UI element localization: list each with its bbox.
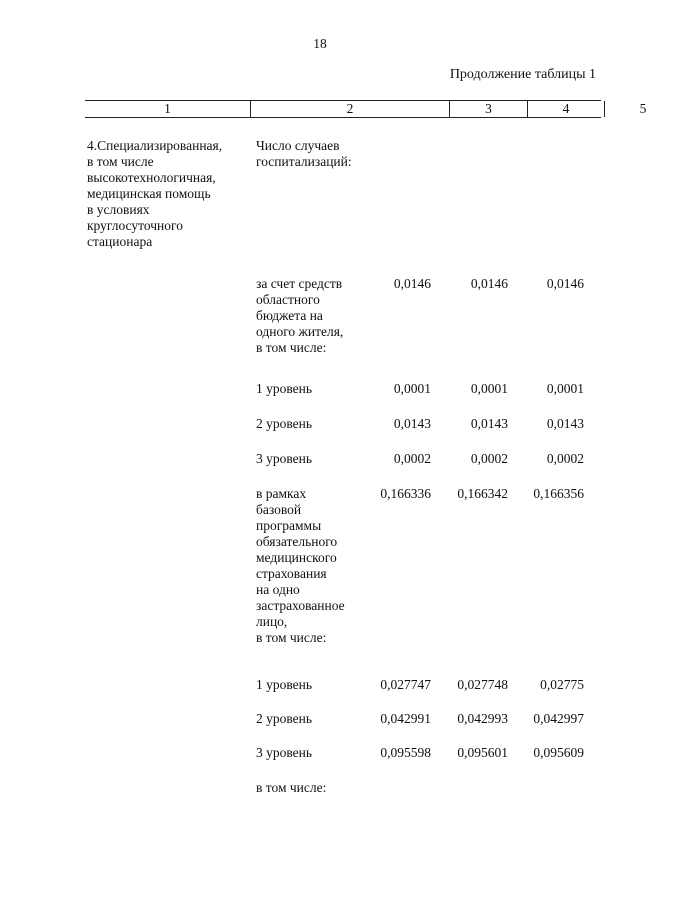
row-value-col3: 0,0001 (393, 381, 431, 396)
header-col-2: 2 (346, 101, 354, 116)
row-value-col4: 0,027748 (457, 677, 508, 692)
row-value-col3: 0,042991 (380, 711, 431, 726)
header-col-3: 3 (485, 101, 492, 116)
row-value-col4: 0,0143 (470, 416, 508, 431)
row-value-col4: 0,042993 (457, 711, 508, 726)
row-value-col3: 0,0143 (393, 416, 431, 431)
row-label: 3 уровень (256, 451, 313, 466)
row-value-col5: 0,0143 (546, 416, 584, 431)
row-label: 3 уровень (256, 745, 313, 760)
row-label: 1 уровень (256, 677, 313, 692)
row-value-col5: 0,0001 (546, 381, 584, 396)
row-label: 2 уровень (256, 711, 313, 726)
row-value-col3: 0,0002 (393, 451, 431, 466)
row-label: за счет средств областного бюджета на одного жителя, в том числе: (256, 276, 344, 355)
header-col-5: 5 (639, 101, 647, 116)
row-value-col4: 0,095601 (457, 745, 508, 760)
header-col-1: 1 (164, 101, 171, 116)
row-label: в том числе: (256, 780, 327, 795)
row-value-col4: 0,166342 (457, 486, 508, 501)
row-value-col3: 0,0146 (393, 276, 431, 291)
row-value-col3: 0,095598 (380, 745, 431, 760)
page-number: 18 (313, 36, 327, 51)
row-label: 1 уровень (256, 381, 313, 396)
table-continuation-caption: Продолжение таблицы 1 (449, 67, 596, 82)
row-value-col5: 0,166356 (533, 486, 584, 501)
category-cell: 4.Специализированная, в том числе высокотехнологичная, медицинская помощь в условиях круглосуточного стационара (87, 138, 223, 249)
row-value-col5: 0,02775 (540, 677, 584, 692)
row-value-col4: 0,0002 (470, 451, 508, 466)
row-value-col5: 0,095609 (533, 745, 584, 760)
row-value-col5: 0,0146 (546, 276, 584, 291)
header-col-4: 4 (562, 101, 570, 116)
table-header-row (85, 100, 647, 118)
row-label: 2 уровень (256, 416, 313, 431)
row-value-col3: 0,027747 (380, 677, 431, 692)
row-value-col3: 0,166336 (380, 486, 431, 501)
row-value-col4: 0,0001 (470, 381, 508, 396)
row-value-col5: 0,042997 (533, 711, 584, 726)
row-value-col5: 0,0002 (546, 451, 584, 466)
row-label: в рамках базовой программы обязательного медицинского страхования на одно застрахованное лицо, в том числе: (256, 486, 345, 645)
row-label: Число случаев госпитализаций: (256, 138, 352, 169)
row-value-col4: 0,0146 (470, 276, 508, 291)
